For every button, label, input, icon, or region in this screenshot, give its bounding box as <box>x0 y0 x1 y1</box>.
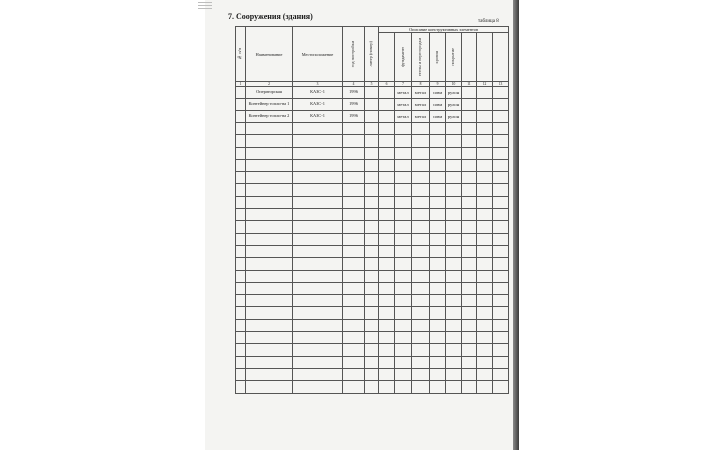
empty-table-row <box>236 221 509 233</box>
row-covering: рулон <box>446 111 462 123</box>
row-roof: совм <box>430 87 446 99</box>
col-number: 3 <box>293 82 343 87</box>
header-foundation: фундамент <box>395 33 412 82</box>
table-row <box>236 111 509 123</box>
empty-rows <box>236 123 509 394</box>
col-number: 12 <box>477 82 493 87</box>
header-name: Наименование <box>246 27 293 82</box>
empty-table-row <box>236 344 509 356</box>
col-number: 11 <box>462 82 477 87</box>
empty-table-row <box>236 135 509 147</box>
empty-table-row <box>236 282 509 294</box>
row-walls: метал <box>412 99 430 111</box>
table-number: таблица 8 <box>478 19 499 24</box>
header-col12 <box>477 33 493 82</box>
empty-table-row <box>236 233 509 245</box>
col-number: 13 <box>493 82 509 87</box>
section-title: 7. Сооружения (здания) <box>228 12 313 21</box>
corner-marks <box>198 2 212 11</box>
col-number: 4 <box>343 82 365 87</box>
row-year: 1996 <box>343 87 365 99</box>
row-year: 1996 <box>343 111 365 123</box>
col-number: 7 <box>395 82 412 87</box>
row-foundation: метал <box>395 87 412 99</box>
header-num: № п/п <box>236 27 246 82</box>
row-foundation: метал <box>395 99 412 111</box>
page-edge-shadow <box>513 0 519 450</box>
empty-table-row <box>236 381 509 393</box>
col-number: 6 <box>379 82 395 87</box>
col-number: 10 <box>446 82 462 87</box>
row-name: Контейнер топли-ва 2 <box>246 111 293 123</box>
header-floor-covering: покрытие <box>446 33 462 82</box>
header-roof: кровля <box>430 33 446 82</box>
empty-table-row <box>236 184 509 196</box>
empty-table-row <box>236 209 509 221</box>
row-location: КАЗС-1 <box>293 111 343 123</box>
header-year: год постройки <box>343 27 365 82</box>
row-name: Контейнер топли-ва 1 <box>246 99 293 111</box>
empty-table-row <box>236 159 509 171</box>
table-row <box>236 99 509 111</box>
structures-table <box>235 26 509 394</box>
empty-table-row <box>236 147 509 159</box>
empty-table-row <box>236 356 509 368</box>
row-name: Операторская <box>246 87 293 99</box>
table-row <box>236 87 509 99</box>
header-col13 <box>493 33 509 82</box>
header-col11 <box>462 33 477 82</box>
row-covering: рулон <box>446 99 462 111</box>
col-number: 2 <box>246 82 293 87</box>
empty-table-row <box>236 295 509 307</box>
empty-table-row <box>236 123 509 135</box>
empty-table-row <box>236 307 509 319</box>
empty-table-row <box>236 319 509 331</box>
row-covering: рулон <box>446 87 462 99</box>
row-walls: метал <box>412 87 430 99</box>
row-location: КАЗС-1 <box>293 99 343 111</box>
header-group-title: Описание конструктивных элементов <box>379 27 509 33</box>
row-roof: совм <box>430 99 446 111</box>
row-walls: метал <box>412 111 430 123</box>
empty-table-row <box>236 196 509 208</box>
row-year: 1996 <box>343 99 365 111</box>
col-number: 5 <box>365 82 379 87</box>
empty-table-row <box>236 258 509 270</box>
header-walls: стены и перегородки <box>412 33 430 82</box>
empty-table-row <box>236 332 509 344</box>
row-roof: совм <box>430 111 446 123</box>
empty-table-row <box>236 245 509 257</box>
header-inventory: литер (номер) <box>365 27 379 82</box>
col-number: 1 <box>236 82 246 87</box>
col-number: 8 <box>412 82 430 87</box>
header-location: Местоположение <box>293 27 343 82</box>
empty-table-row <box>236 368 509 380</box>
row-foundation: метал <box>395 111 412 123</box>
header-col6 <box>379 33 395 82</box>
col-number: 9 <box>430 82 446 87</box>
empty-table-row <box>236 172 509 184</box>
empty-table-row <box>236 270 509 282</box>
row-location: КАЗС-1 <box>293 87 343 99</box>
